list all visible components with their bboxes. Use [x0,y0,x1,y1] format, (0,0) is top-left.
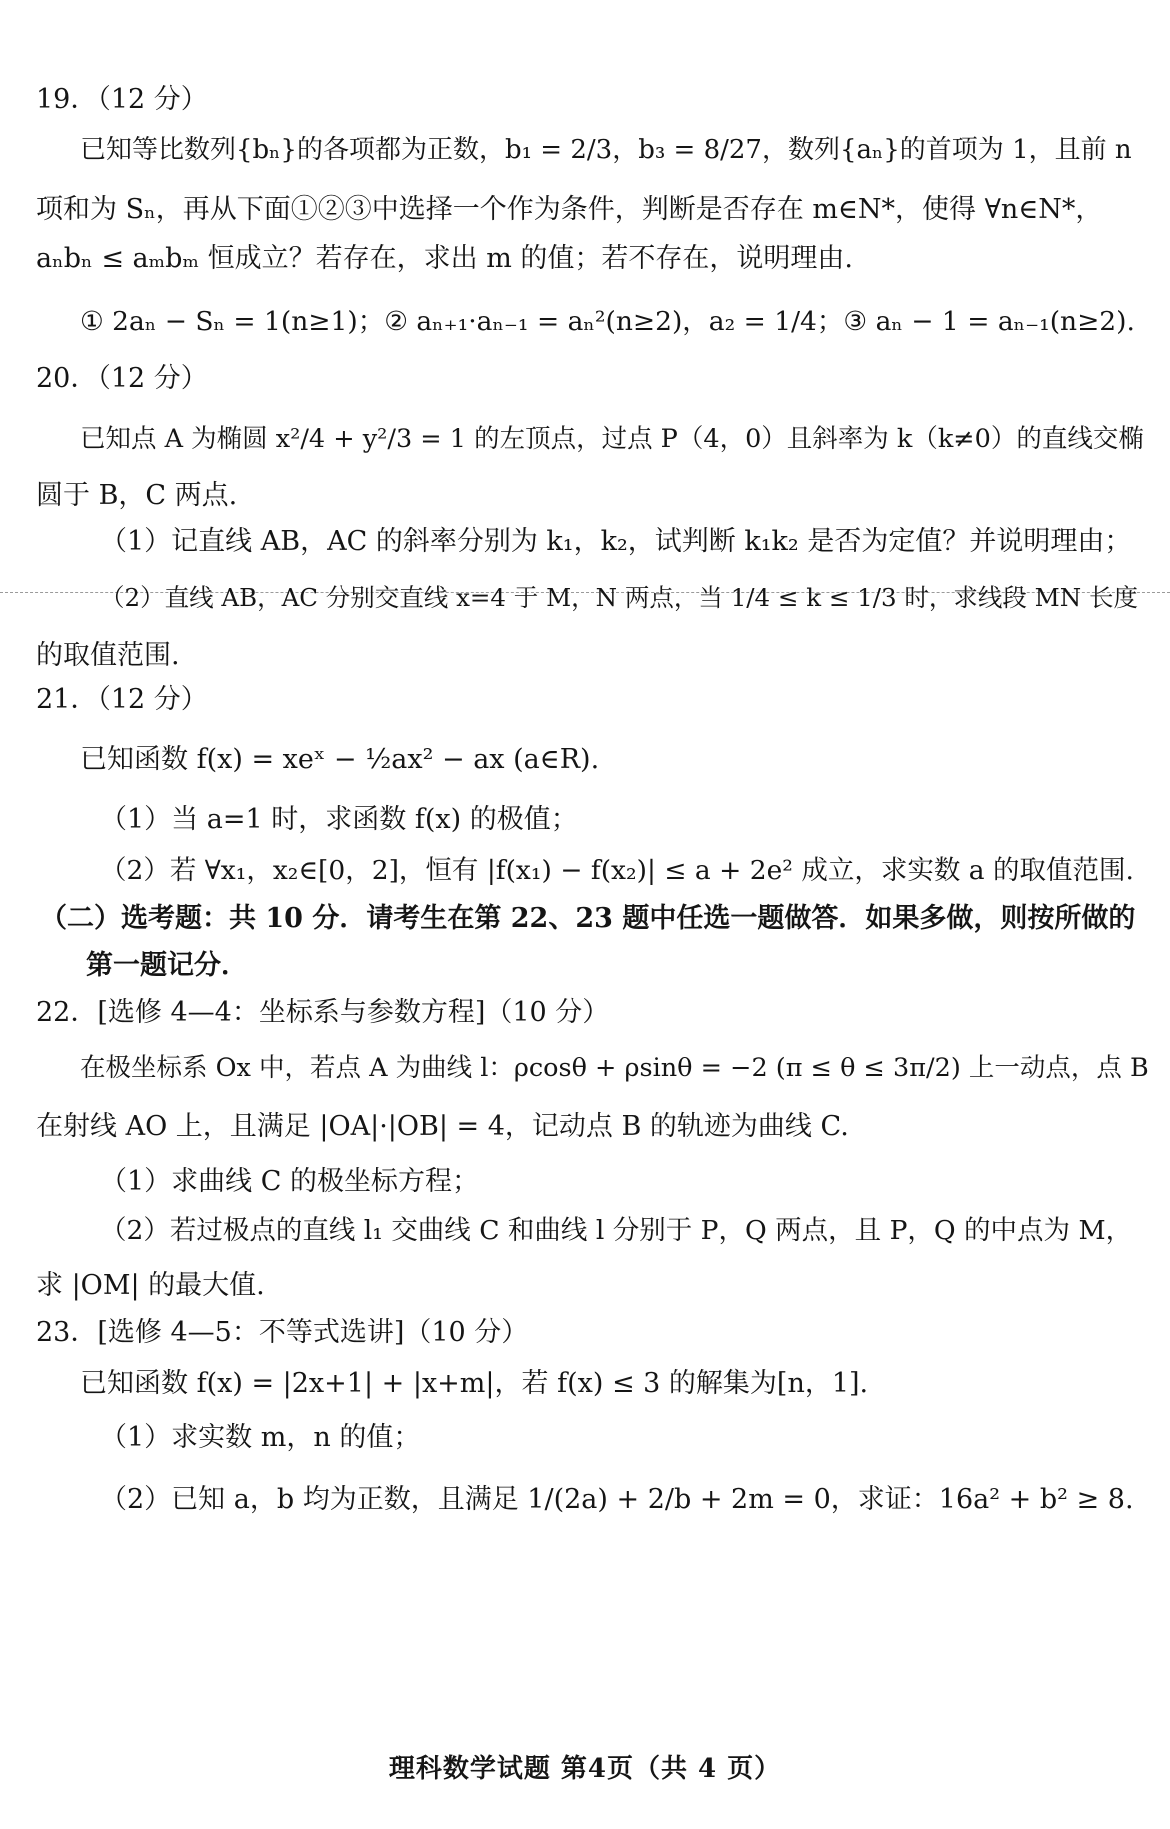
q20-text-line1: 已知点 A 为椭圆 x²/4 + y²/3 = 1 的左顶点，过点 P（4，0）且斜率为 k（k≠0）的直线交椭 [80,424,1144,454]
q19-text-line1: 已知等比数列{bₙ}的各项都为正数，b₁ = 2/3，b₃ = 8/27，数列{aₙ}的首项为 1，且前 n [80,135,1132,165]
q22-heading: 22．[选修 4—4：坐标系与参数方程]（10 分） [36,997,610,1028]
q21-heading: 21．（12 分） [36,684,208,715]
q20-part2-line1: （2）直线 AB，AC 分别交直线 x=4 于 M，N 两点，当 1/4 ≤ k ≤ 1/3 时，求线段 MN 长度 [100,583,1138,612]
q20-text-line2: 圆于 B，C 两点. [36,480,238,511]
q20-part1: （1）记直线 AB，AC 的斜率分别为 k₁，k₂，试判断 k₁k₂ 是否为定值？并说明理由； [100,526,1132,557]
q19-heading: 19．（12 分） [36,84,208,115]
q19-text-line3: aₙbₙ ≤ aₘbₘ 恒成立？若存在，求出 m 的值；若不存在，说明理由. [36,243,853,274]
q20-heading: 20．（12 分） [36,363,208,394]
q21-part1: （1）当 a=1 时，求函数 f(x) 的极值； [100,804,578,835]
q21-text: 已知函数 f(x) = xeˣ − ½ax² − ax (a∈R). [80,744,600,775]
q23-text: 已知函数 f(x) = |2x+1| + |x+m|，若 f(x) ≤ 3 的解集为[n，1]. [80,1368,869,1399]
q23-part1: （1）求实数 m，n 的值； [100,1422,421,1453]
elective-instructions-line1: （二）选考题：共 10 分．请考生在第 22、23 题中任选一题做答．如果多做，则按所做的 [40,903,1136,934]
q22-part2-line2: 求 |OM| 的最大值. [36,1270,265,1301]
q21-part2: （2）若 ∀x₁，x₂∈[0，2]，恒有 |f(x₁) − f(x₂)| ≤ a + 2e² 成立，求实数 a 的取值范围. [100,855,1134,886]
q22-part2-line1: （2）若过极点的直线 l₁ 交曲线 C 和曲线 l 分别于 P，Q 两点，且 P，Q 的中点为 M， [100,1215,1133,1246]
q22-part1: （1）求曲线 C 的极坐标方程； [100,1166,480,1197]
q19-text-line2: 项和为 Sₙ，再从下面①②③中选择一个作为条件，判断是否存在 m∈N*，使得 ∀n∈N*， [36,194,1103,225]
q19-conditions: ① 2aₙ − Sₙ = 1(n≥1)；② aₙ₊₁·aₙ₋₁ = aₙ²(n≥2)，a₂ = 1/4；③ aₙ − 1 = aₙ₋₁(n≥2). [80,306,1135,337]
q22-text-line1: 在极坐标系 Ox 中，若点 A 为曲线 l：ρcosθ + ρsinθ = −2 (π ≤ θ ≤ 3π/2) 上一动点，点 B [80,1053,1149,1083]
page-footer: 理科数学试题 第4页（共 4 页） [388,1754,782,1784]
elective-instructions-line2: 第一题记分． [86,950,248,981]
q23-heading: 23．[选修 4—5：不等式选讲]（10 分） [36,1317,529,1348]
q20-part2-line2: 的取值范围. [36,640,180,671]
q22-text-line2: 在射线 AO 上，且满足 |OA|·|OB| = 4，记动点 B 的轨迹为曲线 C. [36,1111,849,1142]
q23-part2: （2）已知 a，b 均为正数，且满足 1/(2a) + 2/b + 2m = 0，求证：16a² + b² ≥ 8. [100,1484,1134,1515]
